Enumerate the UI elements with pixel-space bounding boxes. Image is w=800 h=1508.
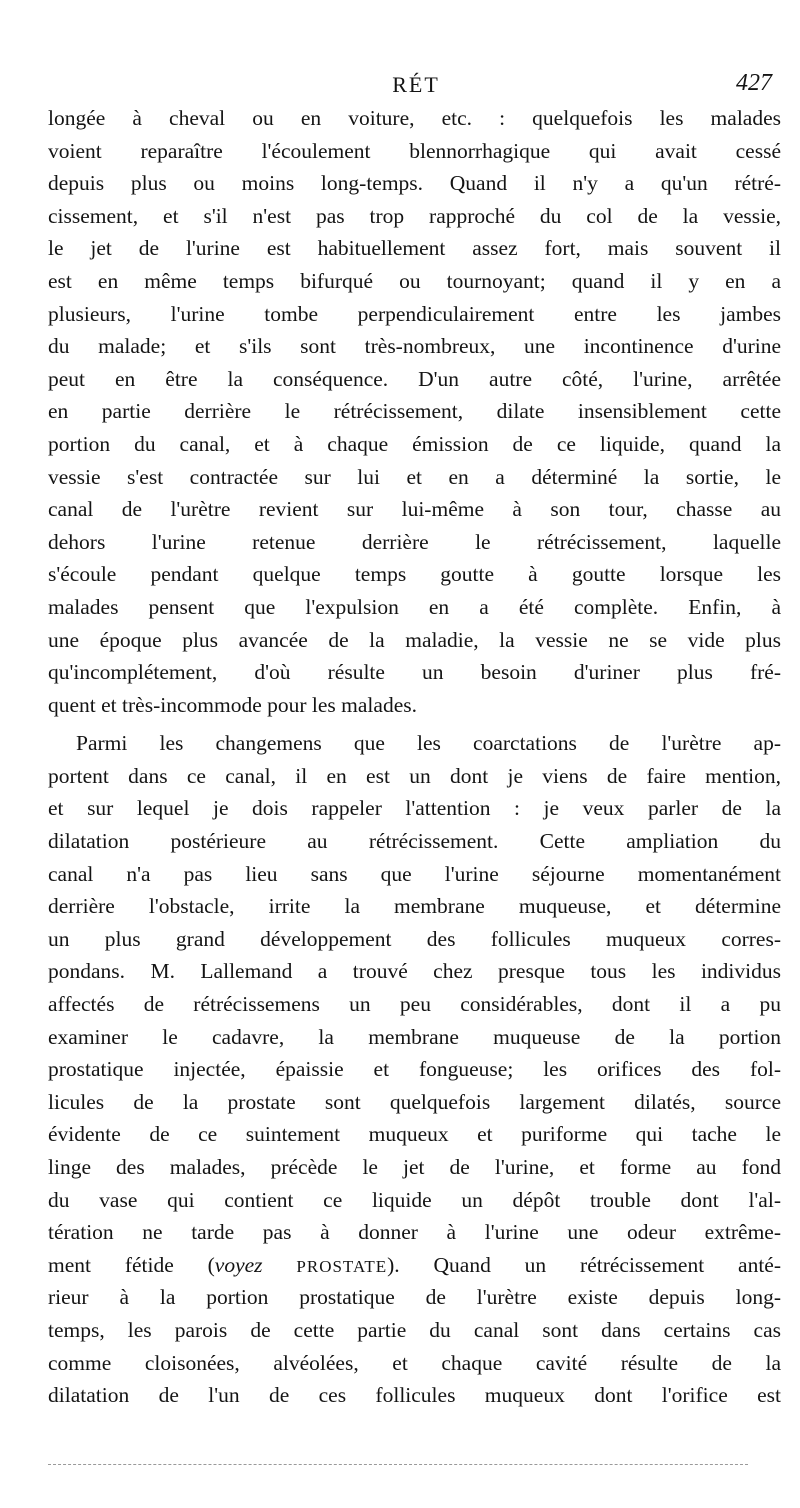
text-line: rieur à la portion prostatique de l'urètre existe depuis long- — [48, 1285, 781, 1310]
text-line: du malade; et s'ils sont très-nombreux, une incontinence d'urine — [48, 334, 781, 359]
text-line: canal n'a pas lieu sans que l'urine séjourne momentanément — [48, 861, 781, 886]
page-bottom-rule — [48, 1464, 748, 1465]
crossref-target: PROSTATE — [296, 1256, 388, 1276]
text-line: portion du canal, et à chaque émission de ce liquide, quand la — [48, 431, 781, 456]
text-line: plusieurs, l'urine tombe perpendiculairement entre les jambes — [48, 301, 781, 326]
text-line: affectés de rétrécissemens un peu considérables, dont il a pu — [48, 992, 781, 1017]
text-line: canal de l'urètre revient sur lui-même à son tour, chasse au — [48, 497, 781, 522]
paragraph-1 — [48, 102, 781, 721]
text-line: s'écoule pendant quelque temps goutte à goutte lorsque les — [48, 562, 781, 587]
running-head — [48, 70, 784, 102]
text-line: pondans. M. Lallemand a trouvé chez presque tous les individus — [48, 959, 781, 984]
text-line: une époque plus avancée de la maladie, la vessie ne se vide plus — [48, 627, 781, 652]
crossref-line — [48, 1249, 781, 1282]
text-line: le jet de l'urine est habituellement assez fort, mais souvent il — [48, 236, 781, 261]
text-line: linge des malades, précède le jet de l'urine, et forme au fond — [48, 1155, 781, 1179]
crossref-before: ment fétide ( — [48, 1252, 215, 1277]
text-line: vessie s'est contractée sur lui et en a déterminé la sortie, le — [48, 464, 781, 489]
text-line: et sur lequel je dois rappeler l'attention : je veux parler de la — [48, 796, 781, 821]
text-line: prostatique injectée, épaissie et fongueuse; les orifices des fol- — [48, 1057, 781, 1082]
text-line: tération ne tarde pas à donner à l'urine une odeur extrême- — [48, 1220, 781, 1245]
text-line: peut en être la conséquence. D'un autre côté, l'urine, arrêtée — [48, 366, 781, 391]
page-number: 427 — [736, 70, 772, 96]
text-line: en partie derrière le rétrécissement, dilate insensiblement cette — [48, 399, 781, 424]
text-line: Parmi les changemens que les coarctations de l'urètre ap- — [76, 731, 781, 756]
text-line: depuis plus ou moins long-temps. Quand il n'y a qu'un rétré- — [48, 171, 781, 196]
text-line: voient reparaître l'écoulement blennorrhagique qui avait cessé — [48, 138, 781, 163]
paragraph-2 — [48, 727, 781, 1411]
text-line: dehors l'urine retenue derrière le rétrécissement, laquelle — [48, 529, 781, 554]
text-line: évidente de ce suintement muqueux et puriforme qui tache le — [48, 1122, 781, 1147]
text-line: examiner le cadavre, la membrane muqueuse de la portion — [48, 1024, 781, 1049]
crossref-voyez: voyez — [214, 1252, 263, 1277]
body-text — [48, 102, 781, 1412]
text-line: qu'incomplétement, d'où résulte un besoin d'uriner plus fré- — [48, 660, 781, 685]
text-line: dilatation postérieure au rétrécissement. Cette ampliation du — [48, 829, 781, 854]
text-line: comme cloisonées, alvéolées, et chaque cavité résulte de la — [48, 1350, 781, 1375]
running-title: RÉT — [392, 72, 440, 97]
text-line: licules de la prostate sont quelquefois largement dilatés, source — [48, 1089, 781, 1114]
text-line: un plus grand développement des follicules muqueux corres- — [48, 926, 781, 951]
text-line: portent dans ce canal, il en est un dont je viens de faire mention, — [48, 763, 781, 788]
text-line: malades pensent que l'expulsion en a été complète. Enfin, à — [48, 594, 781, 619]
text-line: longée à cheval ou en voiture, etc. : quelquefois les malades — [48, 106, 781, 130]
text-line: est en même temps bifurqué ou tournoyant; quand il y en a — [48, 268, 781, 293]
crossref-after: ). Quand un rétrécissement anté- — [387, 1252, 782, 1277]
text-line: temps, les parois de cette partie du canal sont dans certains cas — [48, 1317, 781, 1342]
text-line: cissement, et s'il n'est pas trop rapproché du col de la vessie, — [48, 203, 781, 228]
text-line: dilatation de l'un de ces follicules muqueux dont l'orifice est — [48, 1383, 781, 1408]
text-line: quent et très-incommode pour les malades. — [48, 692, 417, 717]
text-line: derrière l'obstacle, irrite la membrane muqueuse, et détermine — [48, 894, 781, 919]
text-line: du vase qui contient ce liquide un dépôt trouble dont l'al- — [48, 1187, 781, 1212]
